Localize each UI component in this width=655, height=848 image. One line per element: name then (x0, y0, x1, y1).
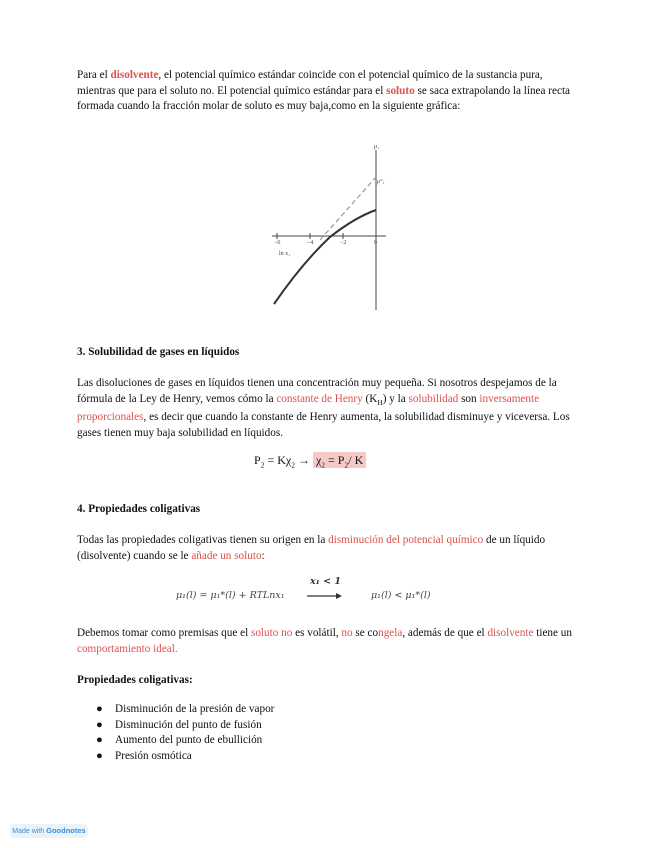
bullet-icon: ● (96, 749, 103, 762)
coligativas-title: Propiedades coligativas: (77, 674, 193, 686)
chem-arrow-icon (306, 592, 344, 600)
s3-text-3: ) y la (382, 392, 409, 405)
term-disolvente: disolvente (110, 69, 159, 81)
eq-over-k: / K (348, 453, 364, 467)
eq-sub: 2 (260, 460, 265, 470)
pr-text-5: tiene un (533, 627, 572, 639)
mu-standard-label: μ°₁ (377, 179, 385, 185)
term-solubilidad: solubilidad (408, 392, 459, 405)
tick-label: −4 (307, 240, 314, 246)
eq-equals-p: = P (325, 453, 345, 467)
goodnotes-badge[interactable] (10, 824, 88, 838)
badge-made-with: Made with (12, 828, 45, 835)
intro-text-3: se saca extrapolando la línea recta formada cuando la fracción molar de soluto es muy baja,como en la siguiente gráfica: (77, 84, 571, 113)
term-soluto: soluto (386, 84, 415, 97)
real-curve (274, 210, 376, 304)
chem-equation-right: μ₁(l) < μ₁*(l) (371, 590, 431, 601)
list-item (77, 749, 274, 765)
highlighted-solution (313, 452, 366, 468)
eq-p: P (254, 453, 261, 467)
chem-condition: x₁ < 1 (310, 576, 342, 587)
coligativas-list (77, 702, 274, 764)
s3-text-1: Las disoluciones de gases en líquidos tienen una concentración muy pequeña. Si nosotros despejamos de la fórmula de la Ley de Henry, vemos cómo la (77, 377, 557, 405)
s4-text-1: Todas las propiedades coligativas tienen su origen en la (77, 534, 329, 546)
term-soluto-no: soluto no (250, 627, 293, 639)
henry-equation (254, 453, 366, 469)
list-item (77, 733, 274, 749)
x-axis-label: ln x₁ (279, 251, 291, 257)
tick-label: −6 (274, 240, 281, 246)
intro-paragraph (77, 68, 577, 115)
kh-subscript: H (377, 397, 383, 407)
list-item-text: Presión osmótica (115, 749, 192, 762)
term-congela: ngela (378, 627, 403, 639)
list-item-text: Aumento del punto de ebullición (115, 734, 263, 747)
eq-sub: 2 (321, 460, 326, 470)
term-disolvente-2: disolvente (487, 627, 534, 639)
s3-text-4: son (458, 392, 480, 405)
list-item-text: Disminución de la presión de vapor (115, 703, 275, 715)
pr-text-1: Debemos tomar como premisas que el (77, 627, 251, 639)
arrow-icon: → (294, 453, 313, 467)
bullet-icon: ● (96, 703, 103, 715)
chem-equation-left: μ₁(l) = μ₁*(l) + RTLnx₁ (176, 590, 285, 601)
term-constante-henry: constante de Henry (276, 392, 363, 405)
list-item-text: Disminución del punto de fusión (115, 718, 262, 731)
eq-sub: 2 (344, 460, 349, 470)
eq-sub: 2 (291, 460, 295, 470)
section-4-title: 4. Propiedades coligativas (77, 503, 201, 515)
term-no: no (341, 627, 353, 639)
term-disminucion-potencial: disminución del potencial químico (328, 534, 484, 546)
s4-text-3: : (261, 549, 265, 562)
s3-text-2: (K (362, 392, 378, 405)
tick-label: 0 (374, 240, 377, 246)
premisas-paragraph (77, 626, 577, 657)
section-4-paragraph (77, 533, 577, 564)
tick-label: −2 (340, 240, 347, 246)
term-anade-soluto: añade un soluto (191, 549, 262, 562)
ideal-dashed-line (320, 177, 376, 240)
bullet-icon: ● (96, 734, 103, 747)
s4-text-2: de un líquido (disolvente) cuando se le (77, 534, 546, 562)
pr-text-4: , además de que el (402, 627, 488, 639)
pr-text-3: se co (352, 627, 379, 639)
intro-text-1: Para el (77, 69, 111, 81)
term-inversamente-proporcionales: inversamente proporcionales (77, 392, 540, 424)
badge-brand: Goodnotes (46, 826, 86, 835)
term-comportamiento-ideal: comportamiento ideal. (77, 642, 178, 655)
s3-text-5: , es decir que cuando la constante de Henry aumenta, la solubilidad disminuye y viceversa. Los gases tienen muy baja solubilidad en líquidos. (77, 411, 570, 440)
section-3-paragraph (77, 376, 577, 442)
y-axis-label: μ₁ (374, 144, 380, 150)
list-item (77, 702, 274, 718)
eq-k-chi: = Kχ (264, 453, 292, 467)
section-3-title: 3. Solubilidad de gases en líquidos (77, 346, 240, 358)
intro-text-2: , el potencial químico estándar coincide con el potencial químico de la sustancia pura, mientras que para el soluto no. El potencial químico estándar para el (77, 69, 543, 97)
pr-text-2: es volátil, (292, 627, 342, 639)
chemical-potential-chart (264, 140, 394, 312)
eq-chi: χ (315, 453, 322, 467)
bullet-icon: ● (96, 718, 103, 731)
list-item (77, 718, 274, 734)
